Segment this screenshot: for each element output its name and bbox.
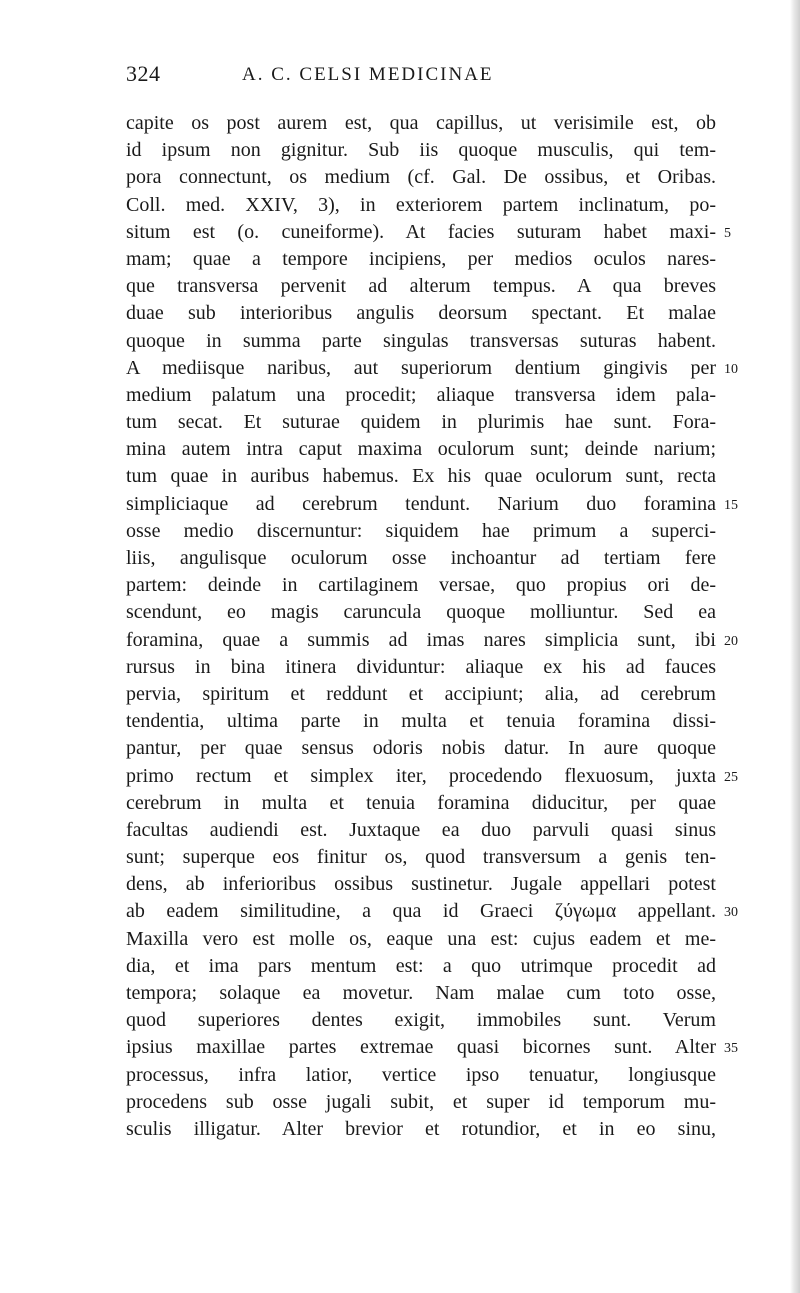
page-header bbox=[126, 61, 716, 95]
line-number: 25 bbox=[724, 769, 738, 785]
text-line bbox=[126, 627, 738, 654]
text-line bbox=[126, 491, 738, 518]
text-line bbox=[126, 817, 716, 844]
text-line bbox=[126, 898, 738, 925]
line-text: processus, infra latior, vertice ipso tenuatur, longiusque bbox=[126, 1063, 716, 1086]
text-line bbox=[126, 1007, 716, 1034]
text-line bbox=[126, 926, 716, 953]
text-line bbox=[126, 871, 716, 898]
text-line bbox=[126, 763, 738, 790]
text-line bbox=[126, 953, 716, 980]
line-number: 10 bbox=[724, 361, 738, 377]
line-text: mina autem intra caput maxima oculorum sunt; deinde narium; bbox=[126, 438, 716, 461]
text-line bbox=[126, 219, 731, 246]
text-line bbox=[126, 654, 716, 681]
body-text bbox=[126, 110, 738, 1143]
text-line bbox=[126, 735, 716, 762]
text-line bbox=[126, 164, 716, 191]
text-line bbox=[126, 1062, 716, 1089]
line-text: pervia, spiritum et reddunt et accipiunt; alia, ad cerebrum bbox=[126, 682, 716, 705]
text-line bbox=[126, 572, 716, 599]
line-text: quod superiores dentes exigit, immobiles sunt. Verum bbox=[126, 1009, 716, 1032]
line-text: Maxilla vero est molle os, eaque una est: cujus eadem et me- bbox=[126, 927, 716, 950]
line-text: mam; quae a tempore incipiens, per medios oculos nares- bbox=[126, 247, 716, 270]
page-edge bbox=[790, 0, 800, 1293]
line-text: primo rectum et simplex iter, procedendo flexuosum, juxta bbox=[126, 764, 716, 787]
line-number: 5 bbox=[724, 225, 731, 241]
line-text: dens, ab inferioribus ossibus sustinetur. Jugale appellari potest bbox=[126, 873, 716, 896]
text-line bbox=[126, 300, 716, 327]
line-text: ab eadem similitudine, a qua id Graeci ζύγωμα appellant. bbox=[126, 900, 716, 923]
text-line bbox=[126, 436, 716, 463]
line-text: que transversa pervenit ad alterum tempus. A qua breves bbox=[126, 275, 716, 298]
line-text: osse medio discernuntur: siquidem hae primum a superci- bbox=[126, 519, 716, 542]
line-text: foramina, quae a summis ad imas nares simplicia sunt, ibi bbox=[126, 628, 716, 651]
line-text: Coll. med. XXIV, 3), in exteriorem partem inclinatum, po- bbox=[126, 193, 716, 216]
text-line bbox=[126, 328, 716, 355]
line-text: tempora; solaque ea movetur. Nam malae cum toto osse, bbox=[126, 982, 716, 1004]
line-text: pantur, per quae sensus odoris nobis datur. In aure quoque bbox=[126, 737, 716, 760]
text-line bbox=[126, 708, 716, 735]
text-line bbox=[126, 1116, 716, 1143]
line-text: id ipsum non gignitur. Sub iis quoque musculis, qui tem- bbox=[126, 139, 716, 162]
running-head: A. C. CELSI MEDICINAE bbox=[242, 64, 494, 85]
line-text: sculis illigatur. Alter brevior et rotundior, et in eo sinu, bbox=[126, 1117, 716, 1140]
line-text: scendunt, eo magis caruncula quoque molliuntur. Sed ea bbox=[126, 601, 716, 624]
text-line bbox=[126, 355, 738, 382]
line-text: ipsius maxillae partes extremae quasi bicornes sunt. Alter bbox=[126, 1036, 716, 1059]
text-line bbox=[126, 518, 716, 545]
line-text: dia, et ima pars mentum est: a quo utrimque procedit ad bbox=[126, 954, 716, 977]
text-line bbox=[126, 1089, 716, 1116]
line-text: duae sub interioribus angulis deorsum spectant. Et malae bbox=[126, 302, 716, 325]
text-line bbox=[126, 110, 716, 137]
line-text: quoque in summa parte singulas transversas suturas habent. bbox=[126, 329, 716, 352]
line-text: tum secat. Et suturae quidem in plurimis hae sunt. Fora- bbox=[126, 411, 716, 434]
line-text: partem: deinde in cartilaginem versae, quo propius ori de- bbox=[126, 574, 716, 597]
line-text: situm est (o. cuneiforme). At facies suturam habet maxi- bbox=[126, 220, 716, 243]
line-text: A mediisque naribus, aut superiorum dentium gingivis per bbox=[126, 356, 716, 379]
text-line bbox=[126, 599, 716, 626]
line-text: medium palatum una procedit; aliaque transversa idem pala- bbox=[126, 383, 716, 406]
line-text: rursus in bina itinera dividuntur: aliaque ex his ad fauces bbox=[126, 655, 716, 678]
text-line bbox=[126, 681, 716, 708]
line-text: simpliciaque ad cerebrum tendunt. Narium duo foramina bbox=[126, 492, 716, 515]
line-text: liis, angulisque oculorum osse inchoantur ad tertiam fere bbox=[126, 547, 716, 569]
text-line bbox=[126, 1034, 738, 1061]
text-line bbox=[126, 382, 716, 409]
text-line bbox=[126, 137, 716, 164]
text-line bbox=[126, 273, 716, 300]
line-number: 15 bbox=[724, 497, 738, 513]
line-number: 30 bbox=[724, 905, 738, 921]
line-text: cerebrum in multa et tenuia foramina diducitur, per quae bbox=[126, 791, 716, 814]
text-line bbox=[126, 545, 716, 572]
text-line bbox=[126, 246, 716, 273]
text-line bbox=[126, 980, 716, 1007]
line-text: tendentia, ultima parte in multa et tenuia foramina dissi- bbox=[126, 710, 716, 733]
text-line bbox=[126, 844, 716, 871]
text-line bbox=[126, 790, 716, 817]
text-line bbox=[126, 192, 716, 219]
text-line bbox=[126, 463, 716, 490]
page-number: 324 bbox=[126, 61, 161, 86]
line-text: pora connectunt, os medium (cf. Gal. De ossibus, et Oribas. bbox=[126, 166, 716, 189]
line-number: 20 bbox=[724, 633, 738, 649]
line-number: 35 bbox=[724, 1041, 738, 1057]
line-text: procedens sub osse jugali subit, et super id temporum mu- bbox=[126, 1090, 716, 1113]
line-text: capite os post aurem est, qua capillus, ut verisimile est, ob bbox=[126, 112, 716, 134]
line-text: facultas audiendi est. Juxtaque ea duo parvuli quasi sinus bbox=[126, 818, 716, 841]
line-text: sunt; superque eos finitur os, quod transversum a genis ten- bbox=[126, 846, 716, 869]
text-line bbox=[126, 409, 716, 436]
line-text: tum quae in auribus habemus. Ex his quae oculorum sunt, recta bbox=[126, 465, 716, 488]
